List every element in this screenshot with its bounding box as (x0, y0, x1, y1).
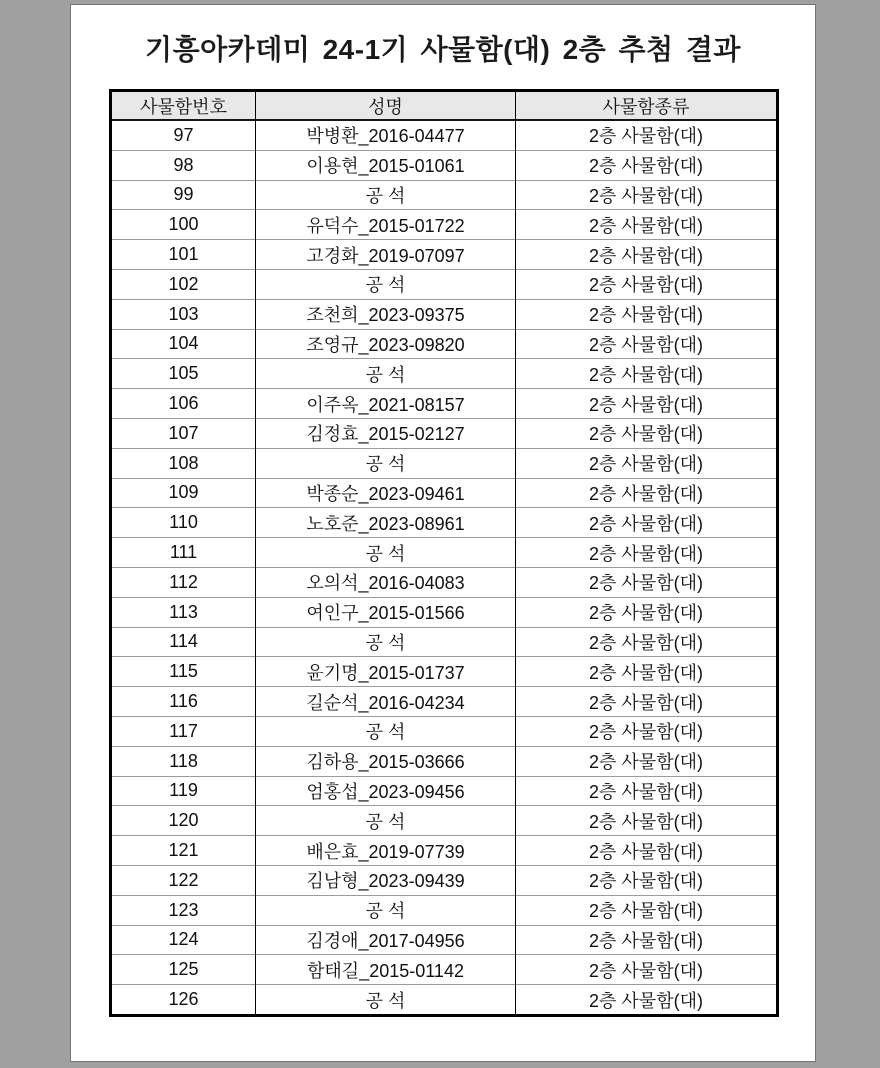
locker-number-cell: 121 (111, 836, 256, 866)
locker-type-cell: 2층 사물함(대) (516, 478, 778, 508)
locker-type-cell: 2층 사물함(대) (516, 836, 778, 866)
table-row (111, 418, 778, 448)
locker-number-cell: 109 (111, 478, 256, 508)
table-row (111, 776, 778, 806)
name-cell: 공 석 (256, 627, 516, 657)
locker-type-cell: 2층 사물함(대) (516, 329, 778, 359)
table-row (111, 478, 778, 508)
column-header-locker-number: 사물함번호 (111, 91, 256, 121)
locker-type-cell: 2층 사물함(대) (516, 508, 778, 538)
locker-type-cell: 2층 사물함(대) (516, 985, 778, 1016)
name-cell: 김하용_2015-03666 (256, 746, 516, 776)
name-cell: 길순석_2016-04234 (256, 687, 516, 717)
locker-type-cell: 2층 사물함(대) (516, 597, 778, 627)
table-row (111, 925, 778, 955)
locker-type-cell: 2층 사물함(대) (516, 627, 778, 657)
table-row (111, 985, 778, 1016)
table-row (111, 180, 778, 210)
column-header-name: 성명 (256, 91, 516, 121)
table-row (111, 120, 778, 150)
locker-number-cell: 100 (111, 210, 256, 240)
locker-number-cell: 111 (111, 538, 256, 568)
document-page (70, 4, 816, 1062)
name-cell: 노호준_2023-08961 (256, 508, 516, 538)
name-cell: 김정효_2015-02127 (256, 418, 516, 448)
name-cell: 이주옥_2021-08157 (256, 389, 516, 419)
name-cell: 박병환_2016-04477 (256, 120, 516, 150)
name-cell: 공 석 (256, 448, 516, 478)
locker-number-cell: 115 (111, 657, 256, 687)
name-cell: 공 석 (256, 180, 516, 210)
name-cell: 공 석 (256, 806, 516, 836)
table-row (111, 508, 778, 538)
locker-type-cell: 2층 사물함(대) (516, 389, 778, 419)
name-cell: 공 석 (256, 716, 516, 746)
name-cell: 고경화_2019-07097 (256, 240, 516, 270)
locker-type-cell: 2층 사물함(대) (516, 567, 778, 597)
locker-type-cell: 2층 사물함(대) (516, 418, 778, 448)
locker-number-cell: 103 (111, 299, 256, 329)
name-cell: 윤기명_2015-01737 (256, 657, 516, 687)
name-cell: 오의석_2016-04083 (256, 567, 516, 597)
name-cell: 김경애_2017-04956 (256, 925, 516, 955)
name-cell: 조천희_2023-09375 (256, 299, 516, 329)
name-cell: 박종순_2023-09461 (256, 478, 516, 508)
table-row (111, 538, 778, 568)
name-cell: 공 석 (256, 985, 516, 1016)
locker-number-cell: 123 (111, 895, 256, 925)
table-row (111, 627, 778, 657)
name-cell: 함태길_2015-01142 (256, 955, 516, 985)
locker-type-cell: 2층 사물함(대) (516, 865, 778, 895)
locker-number-cell: 101 (111, 240, 256, 270)
locker-type-cell: 2층 사물함(대) (516, 240, 778, 270)
table-row (111, 448, 778, 478)
table-body (111, 120, 778, 1015)
locker-type-cell: 2층 사물함(대) (516, 925, 778, 955)
locker-number-cell: 125 (111, 955, 256, 985)
locker-number-cell: 102 (111, 269, 256, 299)
locker-type-cell: 2층 사물함(대) (516, 210, 778, 240)
locker-number-cell: 107 (111, 418, 256, 448)
page-title: 기흥아카데미 24-1기 사물함(대) 2층 추첨 결과 (145, 34, 741, 65)
locker-type-cell: 2층 사물함(대) (516, 448, 778, 478)
locker-number-cell: 108 (111, 448, 256, 478)
locker-type-cell: 2층 사물함(대) (516, 538, 778, 568)
locker-type-cell: 2층 사물함(대) (516, 180, 778, 210)
locker-type-cell: 2층 사물함(대) (516, 895, 778, 925)
locker-number-cell: 98 (111, 150, 256, 180)
locker-type-cell: 2층 사물함(대) (516, 776, 778, 806)
locker-type-cell: 2층 사물함(대) (516, 359, 778, 389)
locker-number-cell: 104 (111, 329, 256, 359)
locker-type-cell: 2층 사물함(대) (516, 955, 778, 985)
locker-number-cell: 106 (111, 389, 256, 419)
table-row (111, 597, 778, 627)
locker-type-cell: 2층 사물함(대) (516, 746, 778, 776)
table-row (111, 865, 778, 895)
name-cell: 공 석 (256, 359, 516, 389)
locker-number-cell: 119 (111, 776, 256, 806)
locker-type-cell: 2층 사물함(대) (516, 120, 778, 150)
table-row (111, 567, 778, 597)
locker-number-cell: 99 (111, 180, 256, 210)
name-cell: 이용현_2015-01061 (256, 150, 516, 180)
locker-number-cell: 116 (111, 687, 256, 717)
locker-type-cell: 2층 사물함(대) (516, 150, 778, 180)
table-row (111, 836, 778, 866)
locker-type-cell: 2층 사물함(대) (516, 657, 778, 687)
locker-number-cell: 105 (111, 359, 256, 389)
lottery-results-table (109, 89, 779, 1017)
name-cell: 공 석 (256, 269, 516, 299)
table-row (111, 806, 778, 836)
locker-type-cell: 2층 사물함(대) (516, 806, 778, 836)
table-row (111, 895, 778, 925)
locker-number-cell: 112 (111, 567, 256, 597)
name-cell: 공 석 (256, 895, 516, 925)
table-row (111, 269, 778, 299)
locker-number-cell: 126 (111, 985, 256, 1016)
table-row (111, 716, 778, 746)
name-cell: 조영규_2023-09820 (256, 329, 516, 359)
name-cell: 공 석 (256, 538, 516, 568)
name-cell: 배은효_2019-07739 (256, 836, 516, 866)
locker-number-cell: 113 (111, 597, 256, 627)
table-row (111, 657, 778, 687)
table-row (111, 329, 778, 359)
table-row (111, 746, 778, 776)
locker-number-cell: 114 (111, 627, 256, 657)
locker-number-cell: 118 (111, 746, 256, 776)
locker-type-cell: 2층 사물함(대) (516, 687, 778, 717)
table-row (111, 210, 778, 240)
table-row (111, 687, 778, 717)
table-container (109, 89, 779, 1017)
name-cell: 여인구_2015-01566 (256, 597, 516, 627)
locker-number-cell: 122 (111, 865, 256, 895)
table-row (111, 359, 778, 389)
locker-number-cell: 110 (111, 508, 256, 538)
locker-number-cell: 97 (111, 120, 256, 150)
table-row (111, 240, 778, 270)
locker-type-cell: 2층 사물함(대) (516, 716, 778, 746)
table-header-row (111, 91, 778, 121)
locker-type-cell: 2층 사물함(대) (516, 299, 778, 329)
locker-number-cell: 117 (111, 716, 256, 746)
locker-number-cell: 124 (111, 925, 256, 955)
name-cell: 유덕수_2015-01722 (256, 210, 516, 240)
column-header-locker-type: 사물함종류 (516, 91, 778, 121)
table-row (111, 955, 778, 985)
name-cell: 김남형_2023-09439 (256, 865, 516, 895)
name-cell: 엄홍섭_2023-09456 (256, 776, 516, 806)
locker-number-cell: 120 (111, 806, 256, 836)
table-row (111, 389, 778, 419)
locker-type-cell: 2층 사물함(대) (516, 269, 778, 299)
table-row (111, 150, 778, 180)
table-row (111, 299, 778, 329)
